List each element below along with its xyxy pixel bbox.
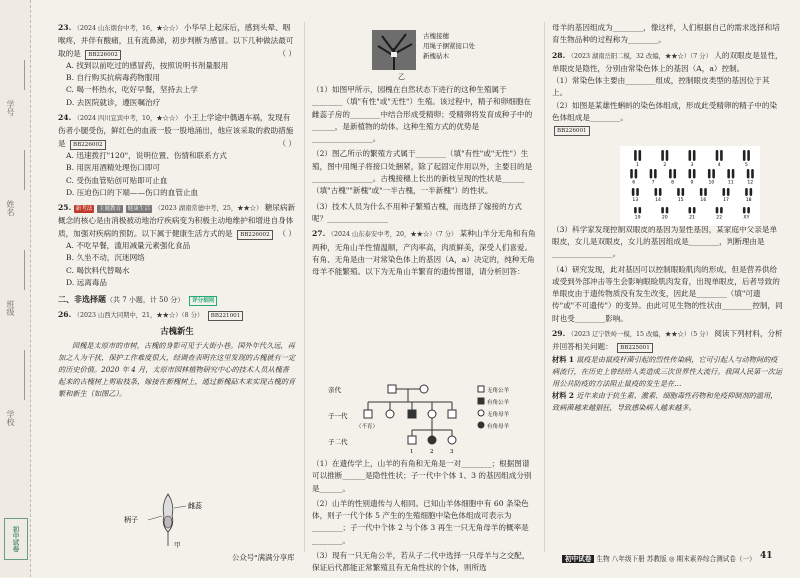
column-divider (544, 22, 545, 552)
question-code: BB226002 (237, 230, 273, 240)
chromosome-3-2 (693, 150, 696, 161)
article-title: 古槐新生 (160, 325, 194, 336)
chromosome-5-2 (747, 150, 750, 161)
legend-swatch (478, 410, 484, 416)
legend-hornless-female: 无角母羊 (487, 412, 510, 418)
chromosome-14-1 (655, 188, 658, 196)
question-23 (58, 22, 296, 109)
legend-swatch (478, 422, 484, 428)
chromosome-8-2 (673, 169, 676, 179)
strip-label-class: 班级 (6, 300, 15, 316)
chromosome-label: 15 (677, 198, 684, 203)
legend-swatch (478, 398, 484, 404)
label-scion: 古槐接穗 (423, 32, 449, 40)
chromosome-label: 5 (744, 163, 748, 168)
chromosome-label: 11 (727, 180, 734, 186)
chromosome-18-1 (745, 188, 748, 196)
material-1-text: 鼠疫是由鼠疫杆菌引起的烈性传染病，它可引起人与动物间的疫病流行，在历史上曾经给人类造成三次世界性大流行。我国人民第一次运用公共防疫的方法阻止鼠疫的发生是在… (552, 354, 783, 388)
article-body: 园槐是太原市的市树，古槐的身影可见于大街小巷。国外年代久远，再加之人为干扰，保护工作难度很大，经调查表明在这里发现的古槐就有一定的历史价值。2020 年 4 月，太原市园林植物研究中心的技术人员从槐香起来的古槐树上剪取枝条，嫁接在新槐树上，通过新槐砧木来实现古槐的育繁和新生（如图乙）。 (58, 341, 296, 399)
label-tie: 用绳子捆紧接口处 (423, 42, 475, 50)
chromosome-11-1 (727, 169, 730, 179)
question-number: 26. (58, 309, 72, 319)
tag-health: 健康生活 (127, 206, 151, 213)
strip-label-school: 学校 (6, 410, 15, 426)
option-c[interactable]: C. 喝一杯热水，吃好早餐，坚持去上学 (66, 85, 198, 95)
label-rootstock: 新槐砧木 (423, 52, 449, 60)
option-c[interactable]: C. 喝饮料代替喝水 (66, 265, 130, 275)
chromosome-20-1 (661, 207, 664, 214)
question-code: BB226002 (85, 50, 121, 60)
question-source: （2023 湖南岳阳二模，32 改编，★★☆）（7 分） (567, 52, 712, 60)
chromosome-22-1 (716, 207, 719, 214)
question-code: BB226001 (554, 126, 590, 136)
chromosome-6-1 (630, 169, 633, 179)
option-b[interactable]: B. 自行购买抗病毒药物服用 (66, 73, 160, 83)
pointer-line (174, 506, 186, 508)
chromosome-label: 2 (663, 163, 667, 168)
option-d[interactable]: D. 去医院就诊，遵医嘱治疗 (66, 97, 161, 107)
chromosome-label: 17 (723, 198, 729, 203)
question-number: 25. (58, 203, 72, 213)
pedigree-number-2: 2 (430, 449, 434, 455)
footer-text: 生物 八年级下册 苏教版 ◎ 期末素养综合测试卷（一） (596, 555, 756, 563)
chromosome-XY-2 (747, 207, 750, 214)
answer-paren[interactable]: （ ） (278, 138, 296, 148)
option-b[interactable]: B. 用医用酒精处理伤口即可 (66, 163, 160, 173)
question-number: 24. (58, 113, 72, 123)
chromosome-label: 22 (716, 215, 723, 221)
question-number: 29. (552, 329, 566, 339)
chromosome-label: 21 (689, 215, 695, 221)
material-2-label: 材料 2 (552, 390, 574, 400)
pedigree-f1-female (386, 410, 394, 418)
chromosome-label: 10 (708, 180, 715, 186)
q27-continued: 母羊的基因组成为________，像这样，人们根据自己的需求选择和培育生物品种的过程称为________。 (552, 23, 780, 45)
pedigree-female-hornless (420, 385, 428, 393)
chromosome-label: 1 (636, 163, 640, 168)
chromosome-label: 14 (655, 198, 661, 203)
chromosome-21-2 (693, 207, 696, 214)
chromosome-1-2 (639, 150, 642, 161)
material-2-text: 近年来由于抗生素、激素、细胞毒性药物和免疫抑制剂的滥用，致病菌越来越猖狂，导致感染病人越来越多。 (552, 390, 778, 412)
q28-part-1: （1）常染色体主要由________组成，控制眼皮类型的基因位于其上。 (552, 76, 770, 98)
chromosome-14-2 (659, 188, 662, 196)
chromosome-16-2 (704, 188, 707, 196)
question-source: （2023 湖南常德中考，25，★★☆） (154, 205, 263, 213)
material-1-label: 材料 1 (552, 354, 574, 364)
series-logo: 初中试卷 (4, 518, 28, 560)
pedigree-f1-male (364, 410, 372, 418)
answer-paren[interactable]: （ ） (278, 48, 296, 58)
chromosome-7-2 (654, 169, 657, 179)
footer-info (562, 553, 756, 563)
question-stem: 糖尿病新概念的核心是由消极被动地治疗疾病变为积极主动地维护和增进自身体质，加强对疾病的预防。以下属于健康生活方式的是 (58, 203, 296, 238)
chromosome-9-1 (689, 169, 692, 179)
page-number: 41 (760, 551, 773, 561)
row-label-f1: 子一代 (328, 412, 348, 420)
legend-swatch (478, 386, 484, 392)
chromosome-4-2 (720, 150, 723, 161)
pedigree-f1-male-horned (408, 410, 416, 418)
row-label-parents: 亲代 (328, 386, 341, 394)
question-stem: 人的双眼皮是显性，单眼皮是隐性，分别由常染色体上的基因（A，a）控制。 (552, 50, 783, 73)
chromosome-label: 9 (690, 180, 694, 186)
chromosome-11-2 (732, 169, 735, 179)
chromosome-label: 20 (661, 215, 668, 221)
pedigree-f2-2 (428, 436, 436, 444)
chromosome-21-1 (689, 207, 692, 214)
strip-line (24, 250, 25, 290)
answer-paren[interactable]: （ ） (278, 228, 296, 238)
question-source: （2023 辽宁铁岭一模，15 改编，★★☆）（5 分） (567, 331, 712, 339)
strip-label-student-number: 学号 (6, 100, 15, 116)
legend-horned-male: 有角公羊 (487, 400, 510, 406)
strip-line (24, 150, 25, 190)
question-25 (58, 202, 296, 289)
pedigree-male-hornless (388, 385, 396, 393)
question-26 (58, 309, 296, 401)
question-source: （2023 山西大同期中，21，★★☆）（8 分） (73, 311, 204, 319)
label-seed: 柄子 (124, 516, 138, 524)
option-a[interactable]: A. 找到以前吃过的感冒药，按照说明书剂量服用 (66, 60, 229, 70)
chromosome-12-1 (747, 169, 750, 179)
section-title: 二、非选择题（共 7 小题，计 50 分） 评分细则 (58, 293, 296, 306)
chromosome-13-1 (632, 188, 635, 196)
binding-strip (0, 0, 31, 577)
legend-horned-female: 有角母羊 (487, 424, 510, 430)
chromosome-label: 18 (745, 198, 752, 203)
pedigree-chart (328, 382, 518, 458)
chromosome-7-1 (650, 169, 653, 179)
q27-part-3: （3）现有一只无角公羊，若从子二代中选择一只母羊与之交配，保证后代都能正常繁殖且有无角性状的个体，则所选 (312, 551, 530, 573)
footer-badge: 初中试卷 (562, 555, 594, 563)
question-28 (552, 50, 784, 137)
figure-label-jia: 甲 (174, 541, 181, 549)
chromosome-22-2 (720, 207, 723, 214)
chromosome-label: XY (743, 215, 750, 221)
flower-figure (118, 486, 218, 548)
chromosome-label: 16 (700, 198, 707, 203)
option-a[interactable]: A. 迅速拨打"120"，说明位置、伤情和联系方式 (66, 150, 227, 160)
option-d[interactable]: D. 压迫伤口的下端——伤口的血管止血 (66, 187, 199, 197)
scoring-badge[interactable]: 评分细则 (189, 296, 217, 306)
footer-watermark: 公众号"满满分享库 (232, 553, 295, 562)
q28-part-4: （4）研究发现，此对基因可以控制眼睑肌肉的形成，但是营养供给或受到外部冲击等生会影响眼睑肌肉发育，出现单眼皮，后者导致的单眼皮由于遗传物质没有发生改变，因此是________（填"可遗传"或"不可遗传"）的变异。由此可见生物的性状由________控制，同时也受________影响。 (552, 264, 783, 323)
pedigree-number-3: 3 (450, 449, 454, 455)
chromosome-8-1 (669, 169, 672, 179)
option-c[interactable]: C. 受伤血管贴创可贴即可止血 (66, 175, 168, 185)
grafting-photo (372, 30, 416, 70)
figure-label-yi: 乙 (398, 73, 405, 81)
chromosome-16-1 (700, 188, 703, 196)
question-stem: 小王上学途中偶遇车祸，发现有伤者小腿受伤，鲜红色的血液一股一股地涌出，他应该采取的救助措施是 (58, 113, 294, 148)
question-24 (58, 112, 296, 199)
karyotype-figure (620, 146, 760, 226)
question-code: BB221001 (208, 311, 244, 321)
strip-label-name: 姓名 (6, 200, 15, 216)
pedigree-f2-3 (448, 436, 456, 444)
pedigree-number-1: 1 (410, 449, 414, 455)
option-a[interactable]: A. 不吃早餐，滥用减量元素强化食品 (66, 241, 191, 251)
pointer-line (148, 516, 162, 520)
chromosome-XY-1 (743, 207, 746, 214)
question-stem: 阅读下列材料，分析并回答相关问题： (552, 329, 783, 352)
tag-new-method: 新考法 (75, 206, 93, 213)
option-d[interactable]: D. 远离毒品 (66, 277, 108, 287)
question-code: BB226002 (70, 140, 106, 150)
chromosome-label: 4 (717, 163, 721, 168)
chromosome-1-1 (634, 150, 637, 161)
chromosome-20-2 (666, 207, 669, 214)
chromosome-9-2 (693, 169, 696, 179)
label-infertile: （不育） (356, 424, 379, 430)
q26-part-3: （3）技术人员为什么不用种子繁殖古槐，而选择了嫁接的方式呢？________________ (312, 201, 522, 223)
chromosome-2-1 (661, 150, 664, 161)
chromosome-19-2 (639, 207, 642, 214)
chromosome-12-2 (751, 169, 754, 179)
question-number: 23. (58, 23, 72, 32)
column-left (58, 22, 296, 403)
legend-hornless-male: 无角公羊 (487, 388, 510, 394)
q27-part-2: （2）山羊的性别遗传与人相同。已知山羊体细胞中有 60 条染色体，则子一代个体 5 产生的生殖细胞中染色体组成可表示为________；子一代中个体 2 与个体 3 再生一只无角母羊的概率是________。 (312, 498, 529, 545)
question-source: （2024 山东烟台中考，16，★☆☆） (73, 25, 182, 32)
q28-part-2: （2）如图是某雄性蝌蚪的染色体组成，形成此受精卵的精子中的染色体组成是________。 (552, 100, 778, 123)
chromosome-17-1 (723, 188, 726, 196)
chromosome-15-2 (682, 188, 685, 196)
chromosome-label: 8 (671, 180, 675, 186)
q27-part-1: （1）在遗传学上，山羊的有角和无角是一对________；根据图谱可以推断______是隐性性状；子一代中个体 1、3 的基因组成分别是______。 (312, 459, 532, 493)
chromosome-10-1 (708, 169, 711, 179)
question-source: （2024 山东泰安中考，20，★★☆）（7 分） (327, 231, 458, 239)
row-label-f2: 子二代 (328, 438, 348, 446)
chromosome-label: 19 (634, 215, 641, 221)
option-b[interactable]: B. 久坐不动，沉迷网络 (66, 253, 145, 263)
chromosome-label: 6 (632, 180, 636, 186)
column-middle-lower (312, 458, 536, 578)
label-pistil: 雌蕊 (188, 502, 202, 510)
question-stem: 小华早上起床后，感到头晕、咽喉疼，并伴有酸痛，且有流鼻涕，初步判断为感冒。以下几种做法最可取的是 (58, 23, 294, 58)
chromosome-4-1 (716, 150, 719, 161)
chromosome-15-1 (677, 188, 680, 196)
chromosome-19-1 (634, 207, 637, 214)
question-source: （2024 四川宜宾中考，10，★☆☆） (73, 115, 182, 123)
q26-part-1: （1）如图甲所示，园槐在自然状态下进行的这种生殖属于________（填"有性"或"无性"）生殖。该过程中，精子和卵细胞在雌蕊子房的________中结合形成受精卵；受精卵将发育成种子中的______，是新植物的幼体。这种生殖方式的优势是________________。 (312, 85, 533, 144)
chromosome-label: 7 (651, 180, 655, 186)
chromosome-13-2 (636, 188, 639, 196)
chromosome-label: 13 (632, 198, 639, 203)
chromosome-label: 3 (690, 163, 694, 168)
tag-theme: 主题教育 (98, 206, 122, 213)
column-divider (304, 22, 305, 552)
chromosome-17-2 (727, 188, 730, 196)
question-29 (552, 328, 784, 414)
pedigree-f1-male-2 (448, 410, 456, 418)
question-code: BB225001 (617, 343, 653, 353)
chromosome-label: 12 (747, 180, 754, 186)
strip-line (24, 350, 25, 400)
pedigree-f2-1 (408, 436, 416, 444)
strip-line (24, 60, 25, 90)
question-stem: 某种山羊分无角和有角两种，无角山羊性情温顺，产肉率高，肉质鲜美，深受人们喜爱。有角、无角是由一对常染色体上的基因（A，a）决定的，纯种无角母羊不能繁殖。以下为无角山羊繁育的遗传图谱，请分析回答： (312, 229, 536, 277)
question-27 (312, 228, 536, 278)
column-middle (312, 84, 536, 281)
question-number: 28. (552, 50, 566, 60)
question-number: 27. (312, 229, 326, 239)
chromosome-5-1 (743, 150, 746, 161)
chromosome-18-2 (750, 188, 753, 196)
ovary-shape (164, 516, 172, 528)
pedigree-f1-female-2 (428, 410, 436, 418)
chromosome-3-1 (689, 150, 692, 161)
chromosome-10-2 (712, 169, 715, 179)
graft-joint (391, 52, 397, 57)
q26-part-2: （2）图乙所示的繁殖方式属于________（填"有性"或"无性"）生殖，图中用绳子将接口处捆紧，除了起固定作用以外，主要目的是________________。古槐接穗上长出的新枝呈现的性状是______（填"古槐""新槐"或"一半古槐，一半新槐"）的性状。 (312, 149, 533, 196)
chromosome-6-2 (635, 169, 638, 179)
chromosome-2-2 (666, 150, 669, 161)
q28-part-3: （3）科学家发现控制双眼皮的基因为显性基因，某家庭中父亲是单眼皮，女儿是双眼皮，女儿的基因组成是________，判断理由是________________。 (552, 224, 778, 259)
